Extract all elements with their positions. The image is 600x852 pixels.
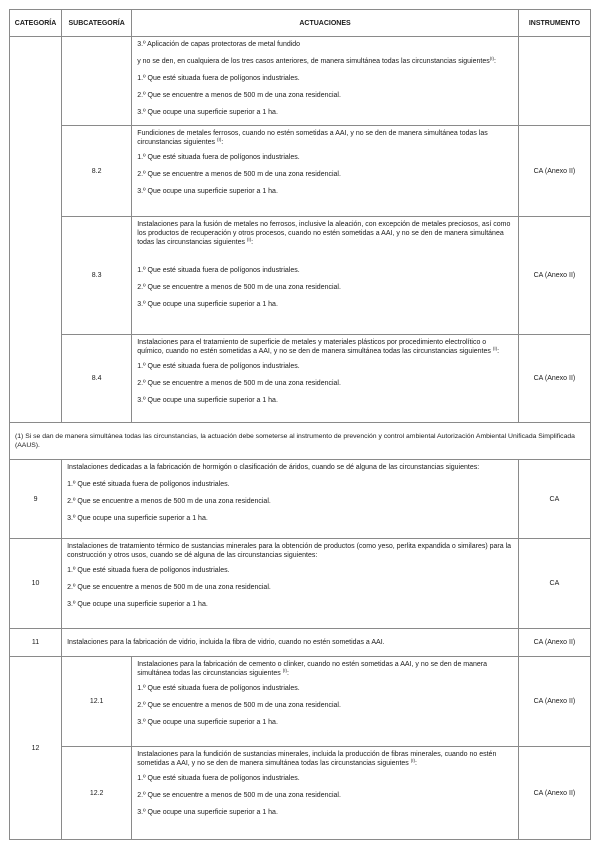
category-code: 10	[10, 539, 62, 629]
actuacion-cell	[132, 126, 519, 217]
subcategory-code: 12.1	[62, 657, 132, 747]
table-row	[10, 747, 591, 840]
condition-1: 1.º Que esté situada fuera de polígonos industriales.	[137, 75, 300, 82]
category-code: 12	[10, 657, 62, 840]
actuacion-cell	[132, 37, 519, 126]
condition-3: 3.º Que ocupe una superficie superior a 1 ha.	[137, 809, 278, 816]
table-row	[10, 217, 591, 335]
actuacion-cell	[62, 539, 519, 629]
actuacion-text: y no se den, en cualquiera de los tres casos anteriores, de manera simultánea todas las circunstancias siguientes$^{(I)}$:	[137, 56, 496, 65]
actuacion-text: Instalaciones dedicadas a la fabricación de hormigón o clasificación de áridos, cuando se dé alguna de las circunstancias siguientes:	[67, 464, 480, 471]
instrumento-value: CA	[518, 460, 590, 539]
condition-2: 2.º Que se encuentre a menos de 500 m de una zona residencial.	[137, 92, 341, 99]
footnote-ref: (I)	[282, 668, 287, 673]
actuaciones-table	[9, 9, 591, 840]
condition-3: 3.º Que ocupe una superficie superior a 1 ha.	[67, 601, 208, 608]
condition-3: 3.º Que ocupe una superficie superior a 1 ha.	[137, 188, 278, 195]
footnote-row	[10, 423, 591, 460]
condition-2: 2.º Que se encuentre a menos de 500 m de una zona residencial.	[67, 584, 271, 591]
table-header	[10, 10, 591, 37]
instrumento-value: CA (Anexo II)	[518, 217, 590, 335]
subcategory-code: 8.4	[62, 335, 132, 423]
actuacion-text: Instalaciones para la fabricación de cemento o clinker, cuando no estén sometidas a AAI, y no se den de manera simultánea todas las circunstancias siguientes $^{(I)}$:	[137, 661, 488, 677]
footnote-text: (1) Si se dan de manera simultánea todas las circunstancias, la actuación debe someterse al instrumento de prevención y control ambiental Autorización Ambiental Unificada Simplificada (AAUS).	[10, 423, 591, 460]
actuacion-cell	[132, 335, 519, 423]
header-categoria: CATEGORÍA	[10, 10, 62, 37]
table-row	[10, 335, 591, 423]
actuacion-text: Instalaciones para la fusión de metales no ferrosos, inclusive la aleación, con excepción de metales preciosos, así como los productos de recuperación y otros procesos, cuando no estén sometidas a AAI, y no se den de manera simultánea todas las circunstancias siguientes $^{(I)}$:	[137, 221, 511, 246]
category-cell-8-continued	[10, 37, 62, 423]
actuacion-text: Instalaciones para la fabricación de vidrio, incluida la fibra de vidrio, cuando no estén sometidas a AAI.	[62, 629, 519, 657]
actuacion-cell	[132, 217, 519, 335]
header-actuaciones: ACTUACIONES	[132, 10, 519, 37]
condition-2: 2.º Que se encuentre a menos de 500 m de una zona residencial.	[137, 171, 341, 178]
actuacion-cell	[62, 460, 519, 539]
instrumento-value: CA (Anexo II)	[518, 126, 590, 217]
condition-1: 1.º Que esté situada fuera de polígonos industriales.	[137, 154, 300, 161]
subcategory-code: 8.3	[62, 217, 132, 335]
table-row	[10, 460, 591, 539]
condition-2: 2.º Que se encuentre a menos de 500 m de una zona residencial.	[137, 380, 341, 387]
condition-2: 2.º Que se encuentre a menos de 500 m de una zona residencial.	[137, 792, 341, 799]
header-instrumento: INSTRUMENTO	[518, 10, 590, 37]
condition-2: 2.º Que se encuentre a menos de 500 m de una zona residencial.	[137, 702, 341, 709]
instrumento-value: CA (Anexo II)	[518, 335, 590, 423]
actuacion-text: Instalaciones de tratamiento térmico de sustancias minerales para la obtención de productos (como yeso, perlita expandida o similares) para la construcción y otros usos, cuando se dé alguna de las circunstancias siguientes:	[67, 543, 512, 559]
footnote-ref: (I)	[216, 137, 222, 142]
table-row	[10, 539, 591, 629]
actuacion-cell	[132, 747, 519, 840]
table-row	[10, 657, 591, 747]
condition-1: 1.º Que esté situada fuera de polígonos industriales.	[137, 685, 300, 692]
actuacion-text: Instalaciones para el tratamiento de superficie de metales y materiales plásticos por procedimiento electrolítico o químico, cuando no estén sometidas a AAI, y no se den de manera simultánea todas las circunstancias siguientes $^{(I)}$:	[137, 339, 500, 355]
table-row	[10, 629, 591, 657]
instrumento-value: CA	[518, 539, 590, 629]
instrumento-cell	[518, 37, 590, 126]
condition-2: 2.º Que se encuentre a menos de 500 m de una zona residencial.	[67, 498, 271, 505]
condition-1: 1.º Que esté situada fuera de polígonos industriales.	[137, 363, 300, 370]
category-code: 9	[10, 460, 62, 539]
subcategory-code: 12.2	[62, 747, 132, 840]
document-page	[9, 9, 591, 846]
subcategory-code: 8.2	[62, 126, 132, 217]
footnote-ref: (I)	[489, 56, 494, 61]
condition-3: 3.º Que ocupe una superficie superior a 1 ha.	[137, 397, 278, 404]
table-row	[10, 126, 591, 217]
actuacion-text: Fundiciones de metales ferrosos, cuando no estén sometidas a AAI, y no se den de manera simultánea todas las circunstancias siguientes $^{(I)}$:	[137, 130, 488, 146]
condition-3: 3.º Que ocupe una superficie superior a 1 ha.	[137, 109, 278, 116]
category-code: 11	[10, 629, 62, 657]
condition-1: 1.º Que esté situada fuera de polígonos industriales.	[67, 567, 230, 574]
subcategory-cell-continued	[62, 37, 132, 126]
actuacion-text: 3.º Aplicación de capas protectoras de metal fundido	[137, 41, 301, 48]
header-subcategoria: SUBCATEGORÍA	[62, 10, 132, 37]
instrumento-value: CA (Anexo II)	[518, 747, 590, 840]
condition-1: 1.º Que esté situada fuera de polígonos industriales.	[137, 775, 300, 782]
condition-3: 3.º Que ocupe una superficie superior a 1 ha.	[137, 301, 278, 308]
condition-1: 1.º Que esté situada fuera de polígonos industriales.	[67, 481, 230, 488]
instrumento-value: CA (Anexo II)	[518, 657, 590, 747]
actuacion-cell	[132, 657, 519, 747]
condition-1: 1.º Que esté situada fuera de polígonos industriales.	[137, 267, 300, 274]
table-row	[10, 37, 591, 126]
footnote-ref: (I)	[492, 346, 498, 351]
condition-3: 3.º Que ocupe una superficie superior a 1 ha.	[67, 515, 208, 522]
footnote-ref: (I)	[410, 758, 415, 763]
footnote-ref: (I)	[246, 237, 252, 242]
condition-2: 2.º Que se encuentre a menos de 500 m de una zona residencial.	[137, 284, 341, 291]
actuacion-text: Instalaciones para la fundición de sustancias minerales, incluida la producción de fibras minerales, cuando no estén sometidas a AAI, y no se den de manera simultánea todas las circunstancias siguientes $^{(I)}$:	[137, 751, 497, 767]
condition-3: 3.º Que ocupe una superficie superior a 1 ha.	[137, 719, 278, 726]
instrumento-value: CA (Anexo II)	[518, 629, 590, 657]
